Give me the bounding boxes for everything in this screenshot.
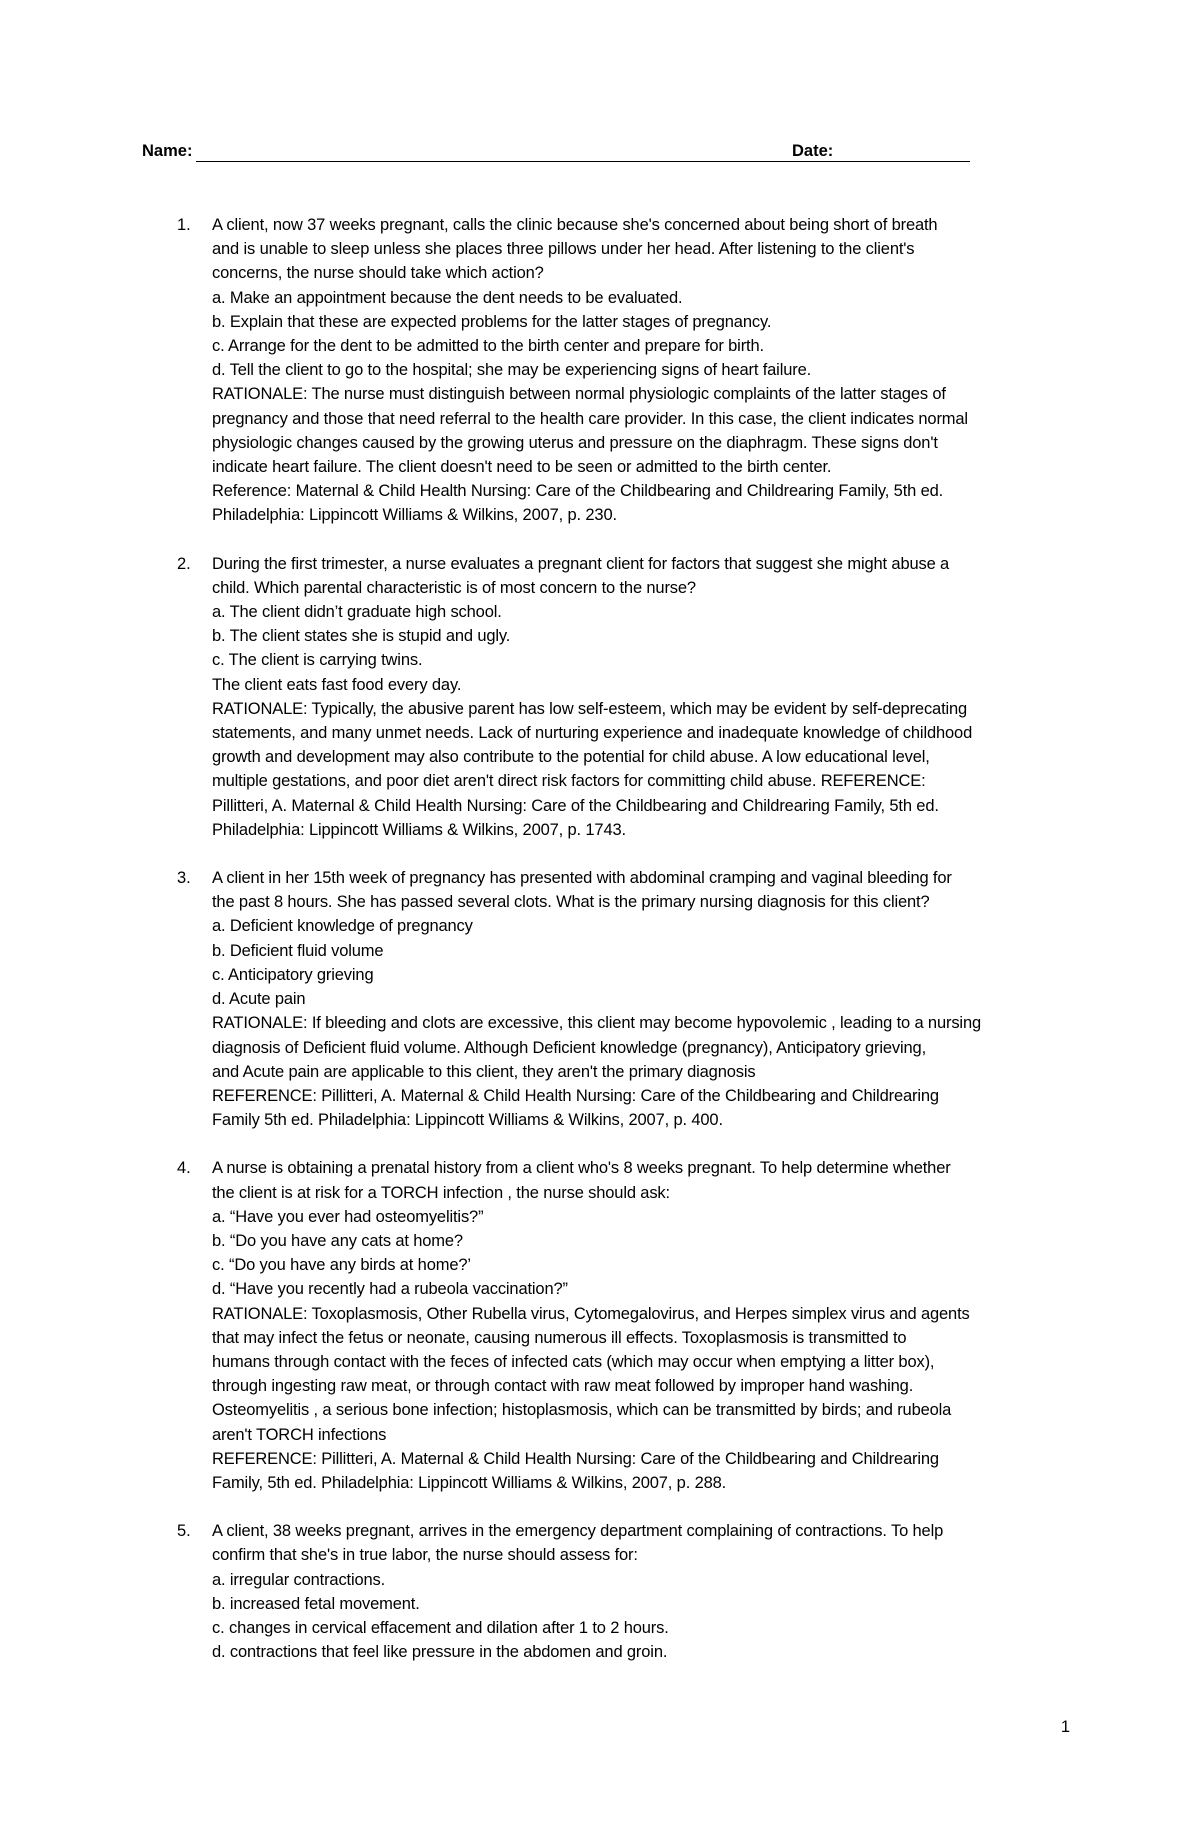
question-text-line: RATIONALE: If bleeding and clots are excessive, this client may become hypovolemic , leading to a nursing [212, 1014, 981, 1033]
question-text-line: d. Acute pain [212, 990, 306, 1009]
question-text-line: a. irregular contractions. [212, 1570, 386, 1589]
question-text-line: RATIONALE: Typically, the abusive parent has low self-esteem, which may be evident by self-deprecating [212, 699, 968, 718]
question-text-line: b. Deficient fluid volume [212, 941, 384, 960]
question-text-line: A client in her 15th week of pregnancy has presented with abdominal cramping and vaginal bleeding for [212, 869, 952, 888]
question-text-line: a. The client didn’t graduate high school. [212, 603, 502, 622]
name-date-header [142, 142, 962, 164]
question-text-line: During the first trimester, a nurse evaluates a pregnant client for factors that suggest she might abuse a [212, 554, 950, 573]
question-text-line: d. Tell the client to go to the hospital; she may be experiencing signs of heart failure. [212, 361, 812, 380]
question-text-line: a. Make an appointment because the dent needs to be evaluated. [212, 288, 683, 307]
question-text-line: aren't TORCH infections [212, 1425, 387, 1444]
question-item [172, 213, 1072, 528]
question-text-line: a. Deficient knowledge of pregnancy [212, 917, 473, 936]
date-blank-line [834, 161, 970, 162]
question-text-line: through ingesting raw meat, or through contact with raw meat followed by improper hand washing. [212, 1377, 914, 1396]
question-text-line: humans through contact with the feces of infected cats (which may occur when emptying a litter box), [212, 1352, 935, 1371]
question-text-line: d. contractions that feel like pressure in the abdomen and groin. [212, 1643, 668, 1662]
question-text-line: the client is at risk for a TORCH infection , the nurse should ask: [212, 1183, 670, 1202]
question-text-line: and Acute pain are applicable to this client, they aren't the primary diagnosis [212, 1062, 756, 1081]
question-text-line: c. “Do you have any birds at home?’ [212, 1256, 471, 1275]
question-text-line: Philadelphia: Lippincott Williams & Wilkins, 2007, p. 230. [212, 506, 617, 525]
name-label: Name: [142, 142, 193, 160]
question-text-line: c. The client is carrying twins. [212, 651, 423, 670]
question-text-line: The client eats fast food every day. [212, 675, 462, 694]
question-text-line: A client, 38 weeks pregnant, arrives in the emergency department complaining of contractions. To help [212, 1522, 944, 1541]
question-text-line: Pillitteri, A. Maternal & Child Health Nursing: Care of the Childbearing and Childrearing Family, 5th ed. [212, 796, 939, 815]
question-list [172, 213, 1072, 1688]
question-item [172, 866, 1072, 1132]
question-text-line: multiple gestations, and poor diet aren't direct risk factors for committing child abuse. REFERENCE: [212, 772, 926, 791]
question-item [172, 552, 1072, 842]
question-text-line: child. Which parental characteristic is of most concern to the nurse? [212, 578, 696, 597]
question-text-line: Family, 5th ed. Philadelphia: Lippincott Williams & Wilkins, 2007, p. 288. [212, 1473, 727, 1492]
question-text-line: b. Explain that these are expected problems for the latter stages of pregnancy. [212, 312, 772, 331]
question-text-line: that may infect the fetus or neonate, causing numerous ill effects. Toxoplasmosis is transmitted to [212, 1328, 907, 1347]
question-text-line: Family 5th ed. Philadelphia: Lippincott Williams & Wilkins, 2007, p. 400. [212, 1111, 723, 1130]
question-text-line: REFERENCE: Pillitteri, A. Maternal & Child Health Nursing: Care of the Childbearing and Childrearing [212, 1086, 939, 1105]
question-number: 5. [177, 1522, 191, 1541]
question-text-line: b. The client states she is stupid and ugly. [212, 627, 511, 646]
question-text-line: statements, and many unmet needs. Lack of nurturing experience and inadequate knowledge of childhood [212, 724, 973, 743]
question-text-line: REFERENCE: Pillitteri, A. Maternal & Child Health Nursing: Care of the Childbearing and Childrearing [212, 1449, 939, 1468]
question-text-line: a. “Have you ever had osteomyelitis?” [212, 1207, 484, 1226]
question-item [172, 1519, 1072, 1664]
question-item [172, 1156, 1072, 1495]
question-number: 3. [177, 869, 191, 888]
question-text-line: indicate heart failure. The client doesn't need to be seen or admitted to the birth center. [212, 458, 832, 477]
question-number: 1. [177, 216, 191, 234]
question-text-line: concerns, the nurse should take which action? [212, 264, 544, 283]
question-text-line: growth and development may also contribute to the potential for child abuse. A low educational level, [212, 748, 930, 767]
question-text-line: RATIONALE: Toxoplasmosis, Other Rubella virus, Cytomegalovirus, and Herpes simplex virus and agents [212, 1304, 970, 1323]
question-text-line: diagnosis of Deficient fluid volume. Although Deficient knowledge (pregnancy), Anticipatory grieving, [212, 1038, 927, 1057]
question-text-line: d. “Have you recently had a rubeola vaccination?” [212, 1280, 568, 1299]
page-number: 1 [1060, 1718, 1070, 1736]
question-text-line: and is unable to sleep unless she places three pillows under her head. After listening to the client's [212, 240, 915, 259]
name-blank-line [196, 161, 932, 162]
question-text-line: c. Arrange for the dent to be admitted to the birth center and prepare for birth. [212, 337, 764, 356]
question-text-line: A nurse is obtaining a prenatal history from a client who's 8 weeks pregnant. To help determine whether [212, 1159, 951, 1178]
question-number: 4. [177, 1159, 191, 1178]
question-text-line: confirm that she's in true labor, the nurse should assess for: [212, 1546, 638, 1565]
question-text-line: the past 8 hours. She has passed several clots. What is the primary nursing diagnosis for this client? [212, 893, 930, 912]
question-text-line: A client, now 37 weeks pregnant, calls the clinic because she's concerned about being short of breath [212, 216, 938, 234]
question-text-line: pregnancy and those that need referral to the health care provider. In this case, the client indicates normal [212, 409, 968, 428]
question-text-line: Osteomyelitis , a serious bone infection; histoplasmosis, which can be transmitted by birds; and rubeola [212, 1401, 952, 1420]
question-text-line: b. “Do you have any cats at home? [212, 1231, 463, 1250]
question-number: 2. [177, 554, 191, 573]
question-text-line: physiologic changes caused by the growing uterus and pressure on the diaphragm. These signs don't [212, 433, 938, 452]
date-label: Date: [792, 142, 834, 160]
question-text-line: RATIONALE: The nurse must distinguish between normal physiologic complaints of the latter stages of [212, 385, 946, 404]
question-text-line: c. changes in cervical effacement and dilation after 1 to 2 hours. [212, 1618, 669, 1637]
question-text-line: b. increased fetal movement. [212, 1594, 420, 1613]
question-text-line: Reference: Maternal & Child Health Nursing: Care of the Childbearing and Childrearing Family, 5th ed. [212, 482, 944, 501]
question-text-line: Philadelphia: Lippincott Williams & Wilkins, 2007, p. 1743. [212, 820, 626, 839]
question-text-line: c. Anticipatory grieving [212, 965, 374, 984]
